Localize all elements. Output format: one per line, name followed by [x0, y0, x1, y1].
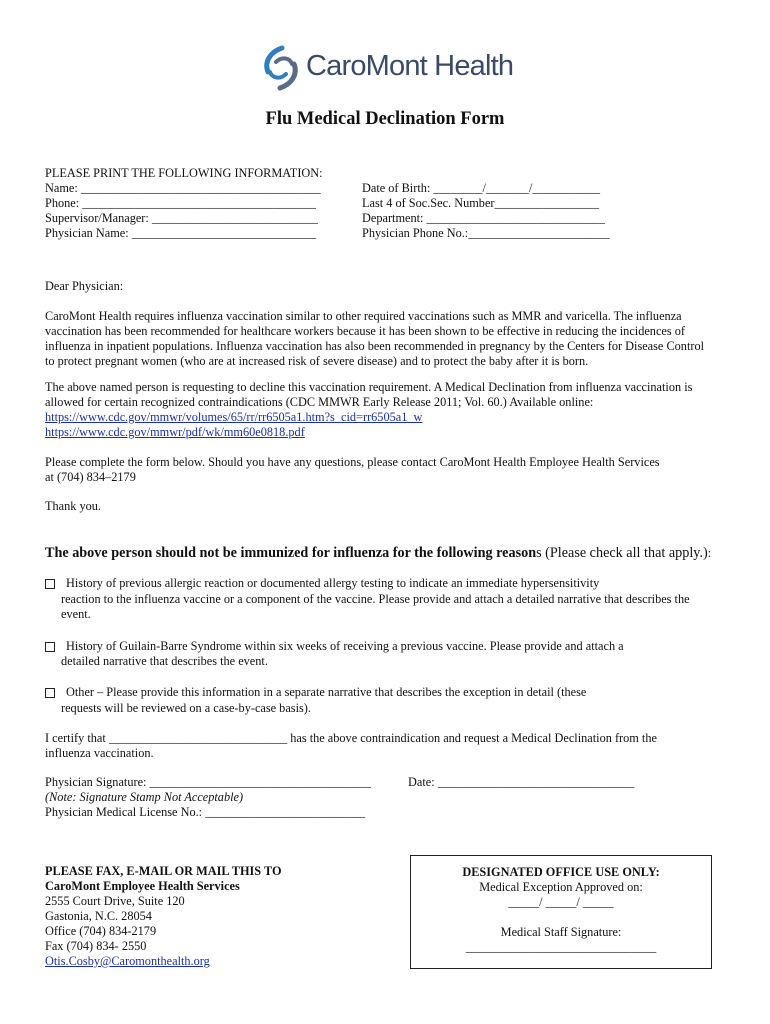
physician-phone-field[interactable]: Physician Phone No.:_______________________	[362, 226, 610, 240]
contact-fax: Fax (704) 834- 2550	[45, 939, 147, 953]
name-field[interactable]: Name: _______________________________________	[45, 181, 321, 195]
paragraph-line: The above named person is requesting to decline this vaccination requirement. A Medical Declination from influenza vaccination is	[45, 380, 693, 394]
physician-signature-field[interactable]: Physician Signature: ____________________________________	[45, 775, 371, 789]
reason-2-checkbox[interactable]	[45, 642, 55, 652]
phone-field[interactable]: Phone: ______________________________________	[45, 196, 316, 210]
thank-you: Thank you.	[45, 499, 102, 513]
paragraph-line: Please complete the form below. Should you have any questions, please contact CaroMont Health Employee Health Services	[45, 455, 660, 469]
reason-1-line: History of previous allergic reaction or documented allergy testing to indicate an immediate hypersensitivity	[66, 576, 600, 590]
reasons-heading-bold: The above person should not be immunized for influenza for the following reason	[45, 545, 537, 561]
staff-signature-field[interactable]: _______________________________	[465, 940, 657, 954]
signature-note: (Note: Signature Stamp Not Acceptable)	[45, 790, 244, 804]
reason-1-checkbox[interactable]	[45, 579, 55, 589]
page-title: Flu Medical Declination Form	[265, 109, 505, 129]
approved-date-field[interactable]: _____/ _____/ _____	[508, 895, 614, 909]
reason-3-checkbox[interactable]	[45, 688, 55, 698]
staff-signature-label: Medical Staff Signature:	[500, 925, 622, 939]
reason-3-line: Other – Please provide this information in a separate narrative that describes the exception in detail (these	[66, 685, 587, 699]
certify-line[interactable]: I certify that _____________________________ has the above contraindication and request a Medical Declination from the	[45, 731, 657, 745]
office-use-heading: DESIGNATED OFFICE USE ONLY:	[462, 865, 660, 879]
ssn-field[interactable]: Last 4 of Soc.Sec. Number_________________	[362, 196, 600, 210]
cdc-link-1[interactable]: https://www.cdc.gov/mmwr/volumes/65/rr/rr6505a1.htm?s_cid=rr6505a1_w	[45, 410, 423, 424]
contact-email-link[interactable]: Otis.Cosby@Caromonthealth.org	[45, 954, 210, 968]
contact-org: CaroMont Employee Health Services	[45, 879, 240, 893]
paragraph-line: CaroMont Health requires influenza vaccination similar to other required vaccinations such as MMR and varicella. The influenza	[45, 309, 682, 323]
print-instruction: PLEASE PRINT THE FOLLOWING INFORMATION:	[45, 166, 323, 180]
logo-text: CaroMont Health	[306, 50, 514, 82]
approved-label: Medical Exception Approved on:	[479, 880, 643, 894]
license-field[interactable]: Physician Medical License No.: __________________________	[45, 805, 366, 819]
contact-address-2: Gastonia, N.C. 28054	[45, 909, 152, 923]
certify-line-2: influenza vaccination.	[45, 746, 154, 760]
reason-1-line: reaction to the influenza vaccine or a component of the vaccine. Please provide and attach a detailed narrative that describes the	[61, 592, 690, 606]
paragraph-line: to protect pregnant women (who are at increased risk of severe disease) and to protect the baby after it is born.	[45, 354, 589, 368]
reason-2-line: detailed narrative that describes the event.	[61, 654, 268, 668]
paragraph-line: allowed for certain recognized contraindications (CDC MMWR Early Release 2011; Vol. 60.) Available online:	[45, 395, 594, 409]
date-field[interactable]: Date: ________________________________	[408, 775, 635, 789]
salutation: Dear Physician:	[45, 279, 124, 293]
contact-office-phone: Office (704) 834-2179	[45, 924, 157, 938]
contact-address-1: 2555 Court Drive, Suite 120	[45, 894, 185, 908]
reason-1-line: event.	[61, 607, 91, 621]
caromont-mark-icon	[258, 44, 304, 92]
contact-heading: PLEASE FAX, E-MAIL OR MAIL THIS TO	[45, 864, 282, 878]
reasons-heading	[45, 544, 711, 562]
supervisor-field[interactable]: Supervisor/Manager: ___________________________	[45, 211, 318, 225]
paragraph-line: influenza in inpatient populations. Influenza vaccination has also been recommended in pregnancy by the Centers for Disease Control	[45, 339, 705, 353]
office-use-box	[410, 855, 712, 969]
department-field[interactable]: Department: _____________________________	[362, 211, 605, 225]
reasons-heading-colon: :	[707, 546, 712, 560]
paragraph-line: vaccination has been recommended for healthcare workers because it has been shown to be effective in reducing the incidences of	[45, 324, 685, 338]
reason-2-line: History of Guilain-Barre Syndrome within six weeks of receiving a previous vaccine. Please provide and attach a	[66, 639, 624, 653]
reason-3-line: requests will be reviewed on a case-by-case basis).	[61, 701, 311, 715]
paragraph-line: at (704) 834–2179	[45, 470, 136, 484]
cdc-link-2[interactable]: https://www.cdc.gov/mmwr/pdf/wk/mm60e0818.pdf	[45, 425, 305, 439]
reasons-heading-rest: s (Please check all that apply.)	[536, 545, 708, 561]
dob-field[interactable]: Date of Birth: ________/_______/___________	[362, 181, 601, 195]
caromont-logo	[258, 44, 518, 92]
physician-name-field[interactable]: Physician Name: ______________________________	[45, 226, 317, 240]
